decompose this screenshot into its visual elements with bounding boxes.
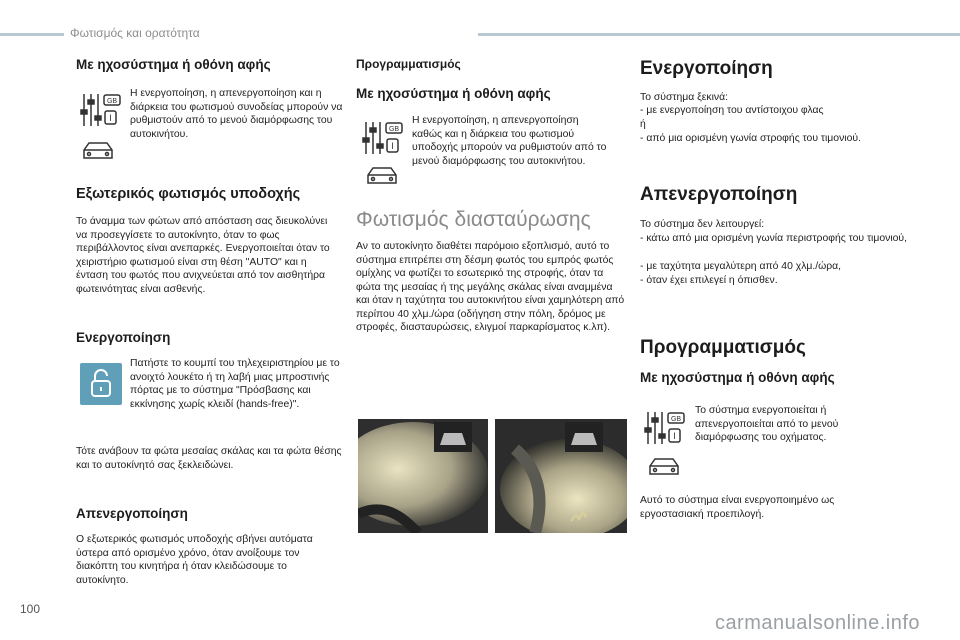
col1-sec4-text: Ο εξωτερικός φωτισμός υποδοχής σβήνει αυτόματα ύστερα από ορισμένο χρόνο, όταν ανοίξουμε τον διακόπτη του κινητήρα ή όταν κλειδώσουμε το αυτοκίνητο. [76,534,313,586]
header-rule-right [478,33,960,36]
svg-text:I: I [673,431,676,441]
settings-icon [644,410,686,453]
col3-sec2-title: Απενεργοποίηση [640,184,798,205]
car-icon [80,140,116,167]
col1-sec1-title: Με ηχοσύστημα ή οθόνη αφής [76,57,271,72]
col3-sec1-title: Ενεργοποίηση [640,58,773,79]
page-header-title: Φωτισμός και ορατότητα [70,26,200,40]
unlock-icon [80,363,122,405]
col1-sec3-text2: Τότε ανάβουν τα φώτα μεσαίας σκάλας και τα φώτα θέσης και το αυτοκίνητό σας ξεκλειδώνει. [76,446,342,471]
list-item: - όταν έχει επιλεγεί η όπισθεν. [640,275,778,286]
col3-sec2-intro: Το σύστημα δεν λειτουργεί: [640,219,765,230]
cornering-light-illustration-left [358,419,488,533]
list-item: ή [640,119,646,130]
col1-sec2-title: Εξωτερικός φωτισμός υποδοχής [76,186,301,202]
list-item: - από μια ορισμένη γωνία στροφής του τιμονιού. [640,133,861,144]
col3-sec4-text: Το σύστημα ενεργοποιείται ή απενεργοποιείται από το μενού διαμόρφωσης του οχήματος. [695,405,839,443]
col2-sec2-title: Με ηχοσύστημα ή οθόνη αφής [356,86,551,101]
svg-text:I: I [391,141,394,151]
settings-icon [80,92,122,135]
col2-sec3-text: Αν το αυτοκίνητο διαθέτει παρόμοιο εξοπλισμό, αυτό το σύστημα επιτρέπει στη δέσμη φωτός του εμπρός φωτός ομίχλης να φωτίζει το εσωτερικό της στροφής, όταν τα φώτα της μεσαίας ή της μεγάλης σκάλας είναι αναμμένα και όταν η ταχύτητα του αυτοκινήτου είναι χαμηλότερη από περίπου 40 χλμ./ώρα (οδήγηση στην πόλη, δρόμος με στροφές, διασταυρώσεις, ελιγμοί παρκαρίσματος κ.λπ). [356,241,625,333]
page-number: 100 [20,602,41,616]
settings-icon [362,120,404,163]
watermark: carmanualsonline.info [714,612,920,634]
car-icon [646,456,682,483]
cornering-light-illustration-right [495,419,627,533]
svg-text:GB: GB [106,98,118,105]
col3-sec4-text2: Αυτό το σύστημα είναι ενεργοποιημένο ως εργοστασιακή προεπιλογή. [640,495,835,520]
list-item: - με ενεργοποίηση του αντίστοιχου φλας [640,105,824,116]
list-item: - με ταχύτητα μεγαλύτερη από 40 χλμ./ώρα, [640,261,842,272]
col3-sec3-title: Προγραμματισμός [640,337,806,358]
col1-sec4-title: Απενεργοποίηση [76,506,188,521]
col2-sec1-title: Προγραμματισμός [356,57,461,71]
col1-sec2-text: Το άναμμα των φώτων από απόσταση σας διευκολύνει να προσεγγίσετε το αυτοκίνητο, όταν το φως περιβάλλοντος είναι ανεπαρκές. Ενεργοποιείται όταν το χειριστήριο φωτισμού είναι στη θέση "AUTO" και η ένταση του φωτός που ανιχνεύεται από τον αισθητήρα φωτεινότητας είναι ασθενής. [76,216,330,295]
col3-sec4-title: Με ηχοσύστημα ή οθόνη αφής [640,370,835,385]
list-item: - κάτω από μια ορισμένη γωνία περιστροφής του τιμονιού, [640,233,907,244]
col1-sec3-title: Ενεργοποίηση [76,330,171,345]
svg-text:I: I [109,113,112,123]
col1-sec3-text: Πατήστε το κουμπί του τηλεχειριστηρίου με το ανοιχτό λουκέτο ή τη λαβή μιας μπροστινής πόρτας με το σύστημα "Πρόσβασης και εκκίνησης χωρίς κλειδί (hands-free)". [130,358,340,410]
col2-sec2-text: Η ενεργοποίηση, η απενεργοποίηση καθώς και η διάρκεια του φωτισμού υποδοχής μπορούν να ρυθμιστούν από το μενού διαμόρφωσης του αυτοκινήτου. [412,115,607,167]
col3-sec1-intro: Το σύστημα ξεκινά: [640,92,729,103]
svg-text:GB: GB [670,416,682,423]
col2-sec3-title: Φωτισμός διασταύρωσης [356,208,591,231]
car-icon [364,165,400,192]
col1-sec1-text: Η ενεργοποίηση, η απενεργοποίηση και η διάρκεια του φωτισμού συνοδείας μπορούν να ρυθμιστούν από το μενού διαμόρφωσης του αυτοκινήτου. [130,88,343,140]
svg-text:GB: GB [388,126,400,133]
header-rule-left [0,33,64,36]
